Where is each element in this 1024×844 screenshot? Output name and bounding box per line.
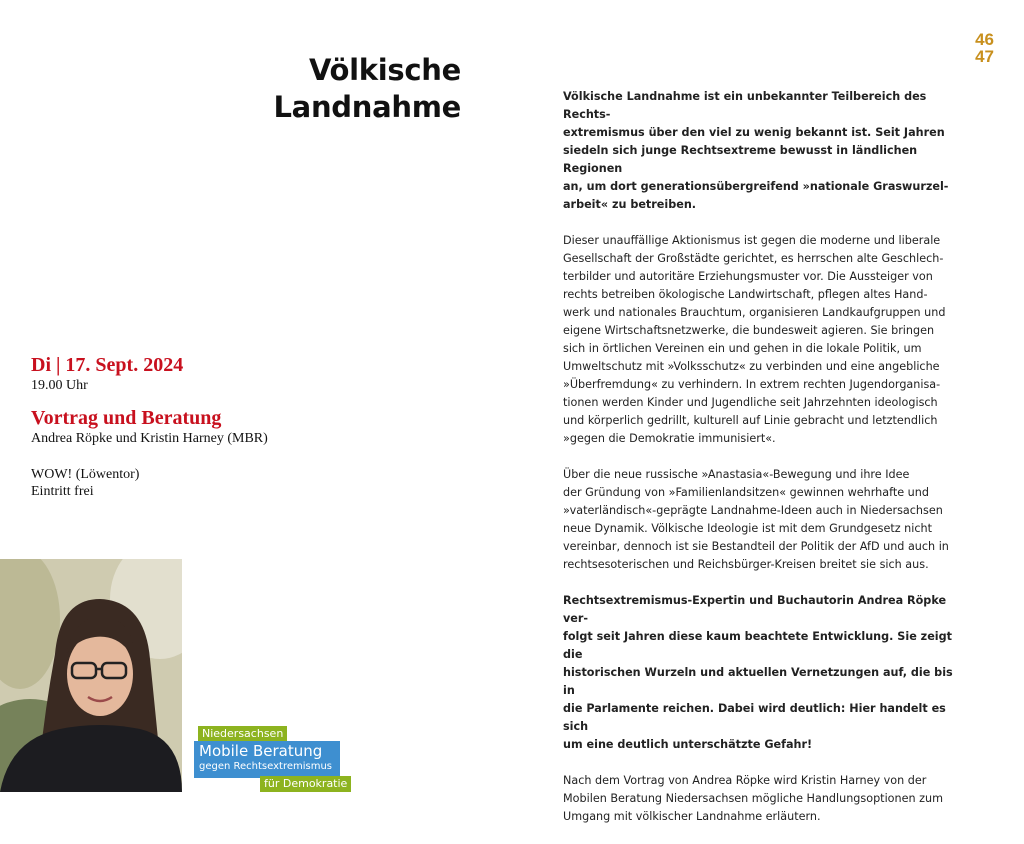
logo-line-1: Mobile Beratung: [199, 742, 323, 760]
logo-main-block: [194, 741, 340, 778]
event-admission: Eintritt frei: [31, 484, 94, 499]
page-title: [274, 52, 462, 126]
event-venue: WOW! (Löwentor): [31, 467, 140, 482]
body-text: [563, 88, 953, 844]
speaker-portrait-illustration: [0, 559, 182, 792]
event-date: Di | 17. Sept. 2024: [31, 354, 184, 376]
page-numbers: [975, 31, 994, 65]
logo-region-label: Niedersachsen: [198, 726, 287, 742]
speaker-photo: [0, 559, 182, 792]
title-line-1: Völkische: [308, 53, 461, 87]
body-paragraph-5: Nach dem Vortrag von Andrea Röpke wird Kristin Harney von der Mobilen Beratung Niedersachsen mögliche Handlungsoptionen zum Umgang mit völkischer Landnahme erläutern.: [563, 774, 943, 823]
logo-tagline: für Demokratie: [260, 776, 351, 792]
event-speakers: Andrea Röpke und Kristin Harney (MBR): [31, 431, 268, 446]
event-info: [31, 353, 361, 500]
body-paragraph-2: Dieser unauffällige Aktionismus ist gegen die moderne und liberale Gesellschaft der Großstädte gerichtet, es herrschen alte Geschlech- terbilder und autoritäre Erziehungsmuster vor. Die Aussteiger von rechts betreiben ökologische Landwirtschaft, pflegen altes Hand- werk und nationales Brauchtum, organisieren Landkaufgruppen und eigene Wirtschaftsnetzwerke, die bundesweit agieren. Sie bringen sich in örtlichen Vereinen ein und gehen in die lokale Politik, um Umweltschutz mit »Volksschutz« zu verbinden und eine angebliche »Überfremdung« zu verhindern. In extrem rechten Jugendorganisa- tionen werden Kinder und Jugendliche seit Jahrzehnten ideologisch und körperlich gedrillt, kulturell auf Linie gebracht und letztendlich »gegen die Demokratie immunisiert«.: [563, 234, 946, 445]
logo-line-2: gegen Rechtsextremismus: [199, 761, 333, 772]
event-time: 19.00 Uhr: [31, 378, 88, 393]
page-number-left: 46: [975, 30, 994, 49]
body-paragraph-intro: Völkische Landnahme ist ein unbekannter Teilbereich des Rechts- extremismus über den viel zu wenig bekannt ist. Seit Jahren siedeln sich junge Rechtsextreme bewusst in ländlichen Regionen an, um dort generationsübergreifend »nationale Graswurzel- arbeit« zu betreiben.: [563, 90, 949, 211]
body-paragraph-3: Über die neue russische »Anastasia«-Bewegung und ihre Idee der Gründung von »Familienlandsitzen« gewinnen wehrhafte und »vaterländisch«-geprägte Landnahme-Ideen auch in Niedersachsen neue Dynamik. Völkische Ideologie ist mit dem Grundgesetz nicht vereinbar, dennoch ist sie Bestandteil der Politik der AfD und auch in rechtsesoterischen und Reichsbürger-Kreisen breitet sie sich aus.: [563, 468, 949, 571]
title-line-2: Landnahme: [273, 90, 461, 124]
event-title: Vortrag und Beratung: [31, 407, 222, 429]
page-number-right: 47: [975, 47, 994, 66]
body-paragraph-4: Rechtsextremismus-Expertin und Buchautorin Andrea Röpke ver- folgt seit Jahren diese kaum beachtete Entwicklung. Sie zeigt die historischen Wurzeln und aktuellen Vernetzungen auf, die bis in die Parlamente reichen. Dabei wird deutlich: Hier handelt es sich um eine deutlich unterschätzte Gefahr!: [563, 594, 953, 751]
mobile-beratung-logo: [194, 726, 354, 792]
